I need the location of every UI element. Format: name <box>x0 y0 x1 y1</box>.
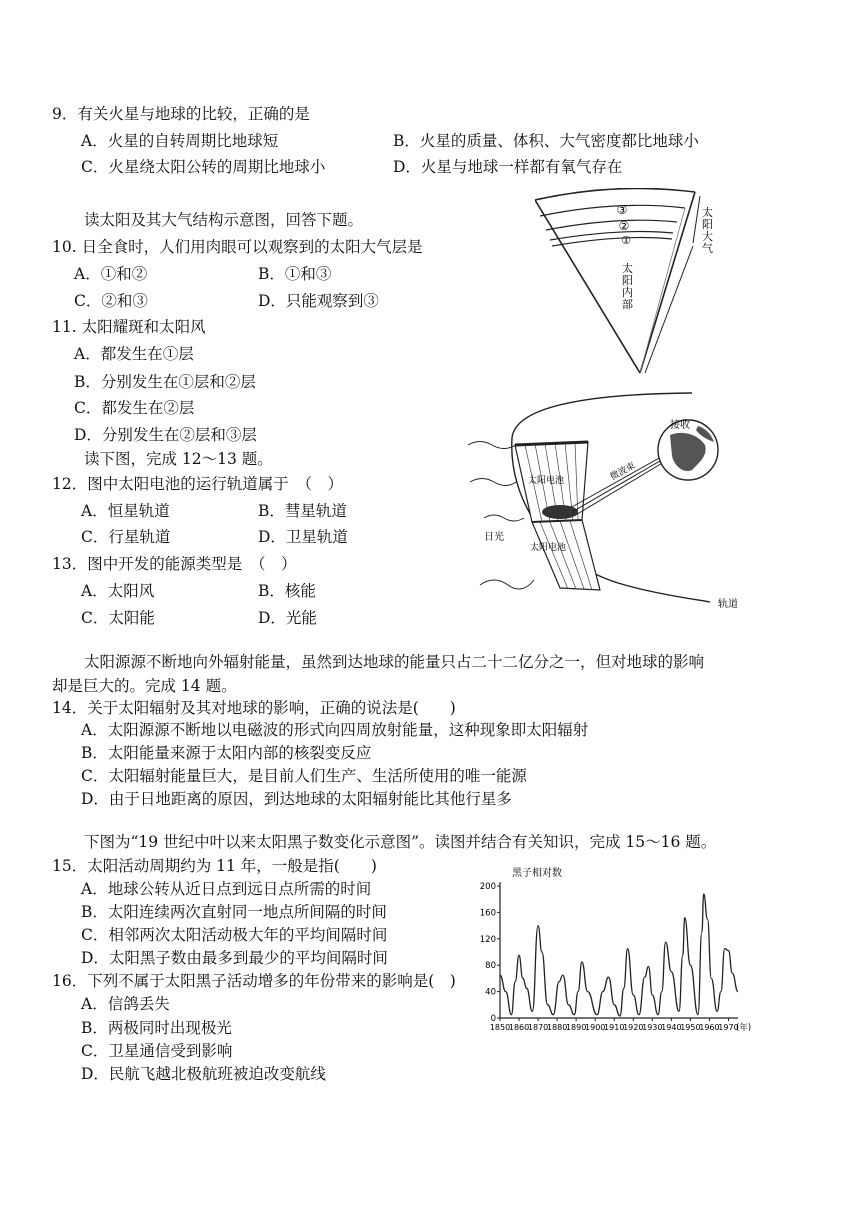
q13-option-c: C．太阳能 <box>81 609 155 627</box>
interior-char-3: 内 <box>622 286 633 299</box>
layer1-label: ① <box>621 234 631 247</box>
chart-ylabel: 黑子相对数 <box>512 868 562 879</box>
chart-xlabel: (年) <box>736 1023 752 1033</box>
q14-option-a: A．太阳源源不断地以电磁波的形式向四周放射能量，这种现象即太阳辐射 <box>81 721 589 739</box>
q11-stem: 11. 太阳耀斑和太阳风 <box>52 318 206 336</box>
atmos-char-1: 太 <box>702 206 713 219</box>
y-tick-label: 0 <box>490 1014 496 1024</box>
sun-structure-figure <box>535 188 735 388</box>
solar-cell-top-label: 太阳电池 <box>528 476 565 486</box>
q15-stem: 15．太阳活动周期约为 11 年，一般是指( ) <box>52 857 377 875</box>
q14-option-c: C．太阳辐射能量巨大，是目前人们生产、生活所使用的唯一能源 <box>81 767 527 785</box>
q10-option-b: B．①和③ <box>258 265 332 283</box>
q13-stem: 13．图中开发的能源类型是 （ ） <box>52 555 297 573</box>
x-tick-label: 1920 <box>623 1023 644 1032</box>
q12-option-b: B．彗星轨道 <box>258 502 347 520</box>
microwave-label: 微波束 <box>608 461 638 483</box>
q12-option-d: D．卫星轨道 <box>258 528 348 546</box>
x-tick-label: 1860 <box>508 1023 530 1032</box>
x-tick-label: 1870 <box>527 1023 549 1032</box>
x-tick-label: 1850 <box>489 1023 511 1032</box>
q15-option-d: D．太阳黑子数由最多到最少的平均间隔时间 <box>81 949 388 967</box>
q10-option-a: A．①和② <box>74 265 148 283</box>
q12-option-c: C．行星轨道 <box>81 528 171 546</box>
solar-cell-bottom-label: 太阳电池 <box>530 543 567 553</box>
intro-solar-station: 读下图，完成 12～13 题。 <box>84 450 273 468</box>
x-tick-label: 1930 <box>642 1023 663 1032</box>
passage14-line2: 却是巨大的。完成 14 题。 <box>52 677 237 695</box>
x-tick-label: 1950 <box>680 1023 701 1032</box>
q16-stem: 16．下列不属于太阳黑子活动增多的年份带来的影响是( ) <box>52 972 456 990</box>
q15-option-b: B．太阳连续两次直射同一地点所间隔的时间 <box>81 903 387 921</box>
atmos-char-3: 大 <box>702 230 713 243</box>
q16-option-d: D．民航飞越北极航班被迫改变航线 <box>81 1065 326 1083</box>
x-tick-label: 1970 <box>718 1023 739 1032</box>
x-tick-label: 1890 <box>565 1023 587 1032</box>
q16-option-a: A．信鸽丢失 <box>81 995 170 1013</box>
q10-stem: 10. 日全食时，人们用肉眼可以观察到的太阳大气层是 <box>52 238 423 256</box>
q11-option-a: A．都发生在①层 <box>74 345 194 363</box>
q11-option-b: B．分别发生在①层和②层 <box>74 373 256 391</box>
layer3-label: ③ <box>616 203 628 217</box>
q13-option-b: B．核能 <box>258 582 316 600</box>
x-tick-label: 1910 <box>604 1023 625 1032</box>
q14-option-b: B．太阳能量来源于太阳内部的核裂变反应 <box>81 744 372 762</box>
q14-stem: 14．关于太阳辐射及其对地球的影响，正确的说法是( ) <box>52 699 456 717</box>
atmos-char-4: 气 <box>702 242 713 255</box>
x-tick-label: 1880 <box>546 1023 568 1032</box>
q13-option-a: A．太阳风 <box>81 582 155 600</box>
q12-stem: 12．图中太阳电池的运行轨道属于 （ ） <box>52 475 343 493</box>
q9-stem: 9．有关火星与地球的比较，正确的是 <box>52 105 310 123</box>
y-tick-label: 80 <box>485 961 496 972</box>
q14-option-d: D．由于日地距离的原因，到达地球的太阳辐射能比其他行星多 <box>81 790 512 808</box>
q15-option-c: C．相邻两次太阳活动极大年的平均间隔时间 <box>81 926 388 944</box>
y-tick-label: 40 <box>485 987 496 998</box>
q9-option-c: C．火星绕太阳公转的周期比地球小 <box>81 158 326 176</box>
q16-option-b: B．两极同时出现极光 <box>81 1019 232 1037</box>
layer2-label: ② <box>618 219 630 233</box>
q16-option-c: C．卫星通信受到影响 <box>81 1042 233 1060</box>
series-line <box>500 894 738 1016</box>
q10-option-c: C．②和③ <box>74 292 148 310</box>
interior-char-2: 阳 <box>622 274 633 287</box>
solar-station-figure <box>460 390 760 618</box>
sunlight-label: 日光 <box>484 532 504 543</box>
q9-option-a: A．火星的自转周期比地球短 <box>81 132 279 150</box>
y-tick-label: 200 <box>480 882 496 892</box>
q9-option-b: B．火星的质量、体积、大气密度都比地球小 <box>393 132 699 150</box>
q15-option-a: A．地球公转从近日点到远日点所需的时间 <box>81 880 372 898</box>
passage14-line1: 太阳源源不断地向外辐射能量，虽然到达地球的能量只占二十二亿分之一，但对地球的影响 <box>84 653 705 671</box>
q11-option-d: D．分别发生在②层和③层 <box>74 426 257 444</box>
q9-option-d: D．火星与地球一样都有氧气存在 <box>393 158 623 176</box>
intro-sun-structure: 读太阳及其大气结构示意图，回答下题。 <box>84 211 364 229</box>
atmos-char-2: 阳 <box>702 218 713 231</box>
y-tick-label: 120 <box>480 934 496 945</box>
receive-label: 接收 <box>670 420 690 431</box>
x-tick-label: 1900 <box>585 1023 606 1032</box>
intro-sunspot-chart: 下图为“19 世纪中叶以来太阳黑子数变化示意图”。读图并结合有关知识，完成 15～16 题。 <box>84 833 717 851</box>
q12-option-a: A．恒星轨道 <box>81 502 170 520</box>
q10-option-d: D．只能观察到③ <box>258 292 379 310</box>
y-tick-label: 160 <box>480 908 496 919</box>
interior-char-1: 太 <box>622 262 633 275</box>
x-tick-label: 1940 <box>661 1023 682 1032</box>
q11-option-c: C．都发生在②层 <box>74 399 195 417</box>
sunspot-chart <box>480 862 760 1044</box>
x-tick-label: 1960 <box>699 1023 720 1032</box>
orbit-label: 轨道 <box>718 599 738 610</box>
interior-char-4: 部 <box>622 298 633 311</box>
q13-option-d: D．光能 <box>258 609 317 627</box>
